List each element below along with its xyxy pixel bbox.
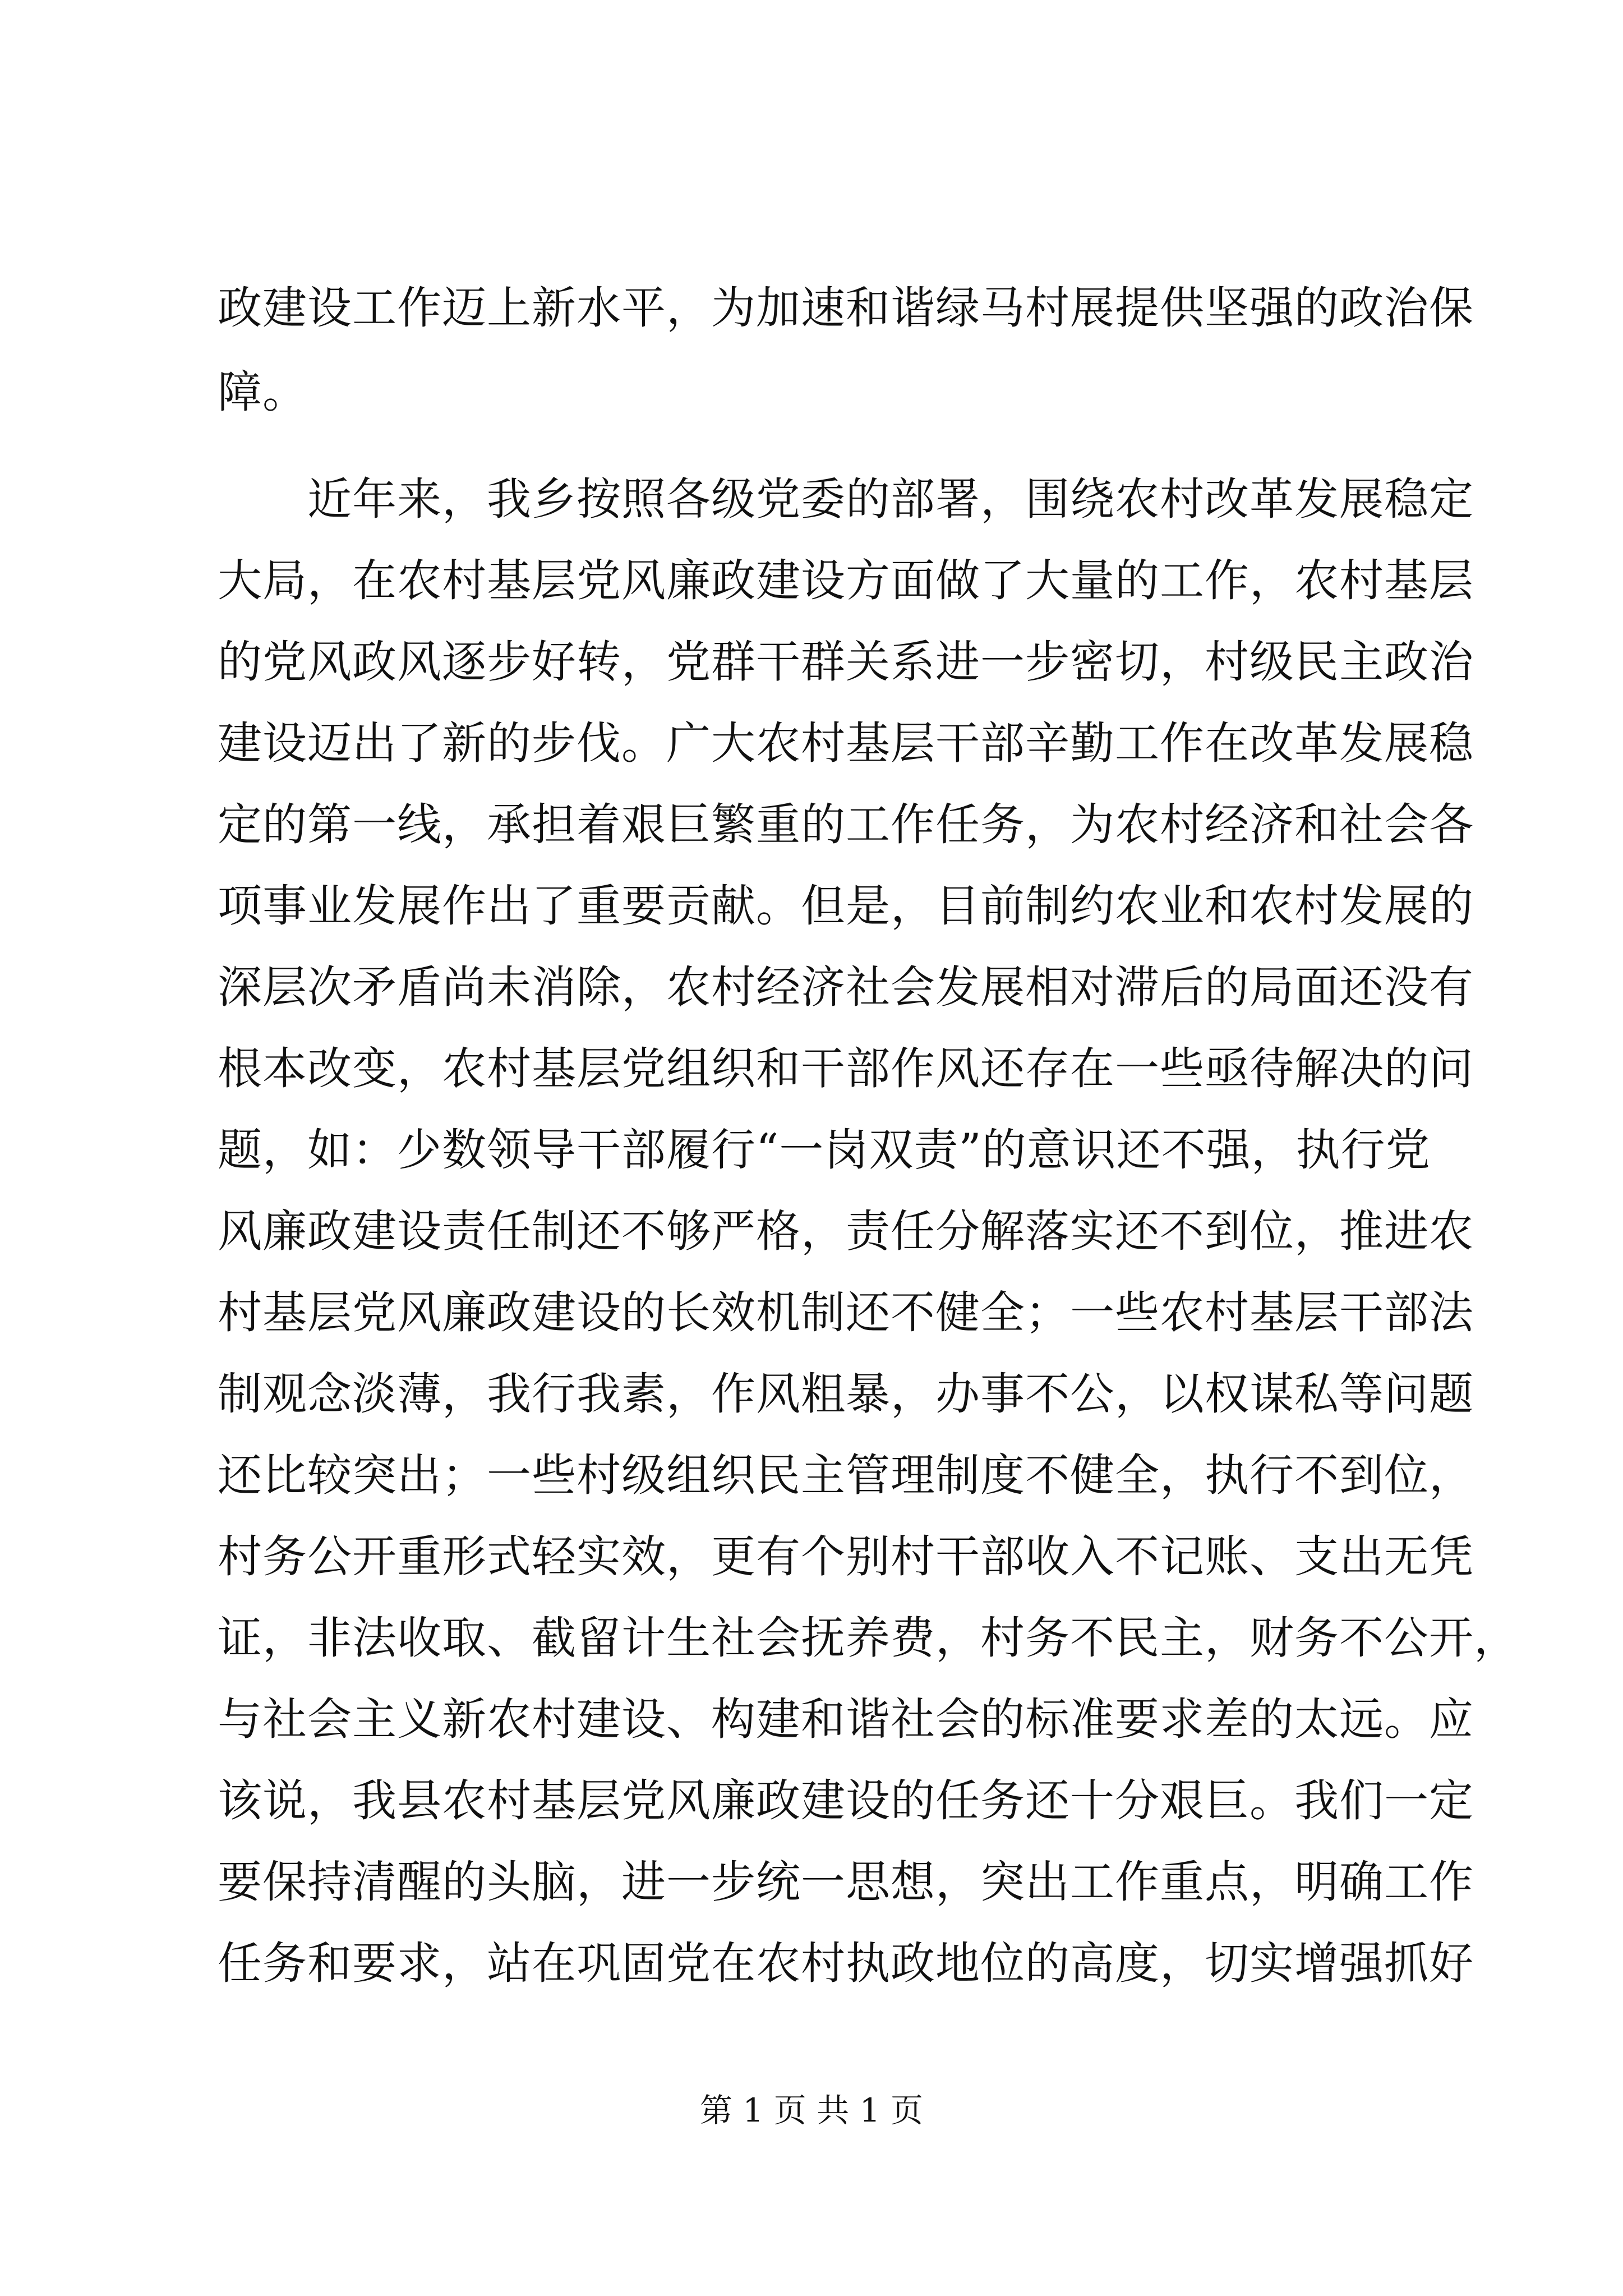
text-line: 还比较突出；一些村级组织民主管理制度不健全，执行不到位， xyxy=(218,1450,1474,1501)
paragraph-first-line: 近年来，我乡按照各级党委的部署，围绕农村改革发展稳定 xyxy=(307,473,1474,525)
text-line: 村务公开重形式轻实效，更有个别村干部收入不记账、支出无凭 xyxy=(218,1531,1474,1582)
text-line: 深层次矛盾尚未消除，农村经济社会发展相对滞后的局面还没有 xyxy=(218,961,1474,1013)
text-line: 制观念淡薄，我行我素，作风粗暴，办事不公，以权谋私等问题 xyxy=(218,1368,1474,1420)
text-line: 要保持清醒的头脑，进一步统一思想，突出工作重点，明确工作 xyxy=(218,1856,1474,1908)
page-number-footer: 第 1 页 共 1 页 xyxy=(700,2091,923,2129)
text-line: 证，非法收取、截留计生社会抚养费，村务不民主，财务不公开， xyxy=(218,1612,1519,1664)
text-line: 政建设工作迈上新水平，为加速和谐绿马村展提供坚强的政治保 xyxy=(218,282,1474,334)
text-line: 项事业发展作出了重要贡献。但是，目前制约农业和农村发展的 xyxy=(218,880,1474,932)
text-line: 与社会主义新农村建设、构建和谐社会的标准要求差的太远。应 xyxy=(218,1694,1474,1745)
text-line: 根本改变，农村基层党组织和干部作风还存在一些亟待解决的问 xyxy=(218,1043,1474,1094)
text-line: 障。 xyxy=(218,366,307,418)
text-line: 该说，我县农村基层党风廉政建设的任务还十分艰巨。我们一定 xyxy=(218,1775,1474,1826)
text-line: 题，如：少数领导干部履行“一岗双责”的意识还不强，执行党 xyxy=(218,1124,1431,1176)
text-line: 的党风政风逐步好转，党群干群关系进一步密切，村级民主政治 xyxy=(218,636,1474,688)
text-line: 风廉政建设责任制还不够严格，责任分解落实还不到位，推进农 xyxy=(218,1205,1474,1257)
text-line: 建设迈出了新的步伐。广大农村基层干部辛勤工作在改革发展稳 xyxy=(218,717,1474,769)
text-line: 村基层党风廉政建设的长效机制还不健全；一些农村基层干部法 xyxy=(218,1287,1474,1338)
text-line: 任务和要求，站在巩固党在农村执政地位的高度，切实增强抓好 xyxy=(218,1938,1474,1989)
text-line: 定的第一线，承担着艰巨繁重的工作任务，为农村经济和社会各 xyxy=(218,799,1474,850)
text-line: 大局，在农村基层党风廉政建设方面做了大量的工作，农村基层 xyxy=(218,555,1474,606)
